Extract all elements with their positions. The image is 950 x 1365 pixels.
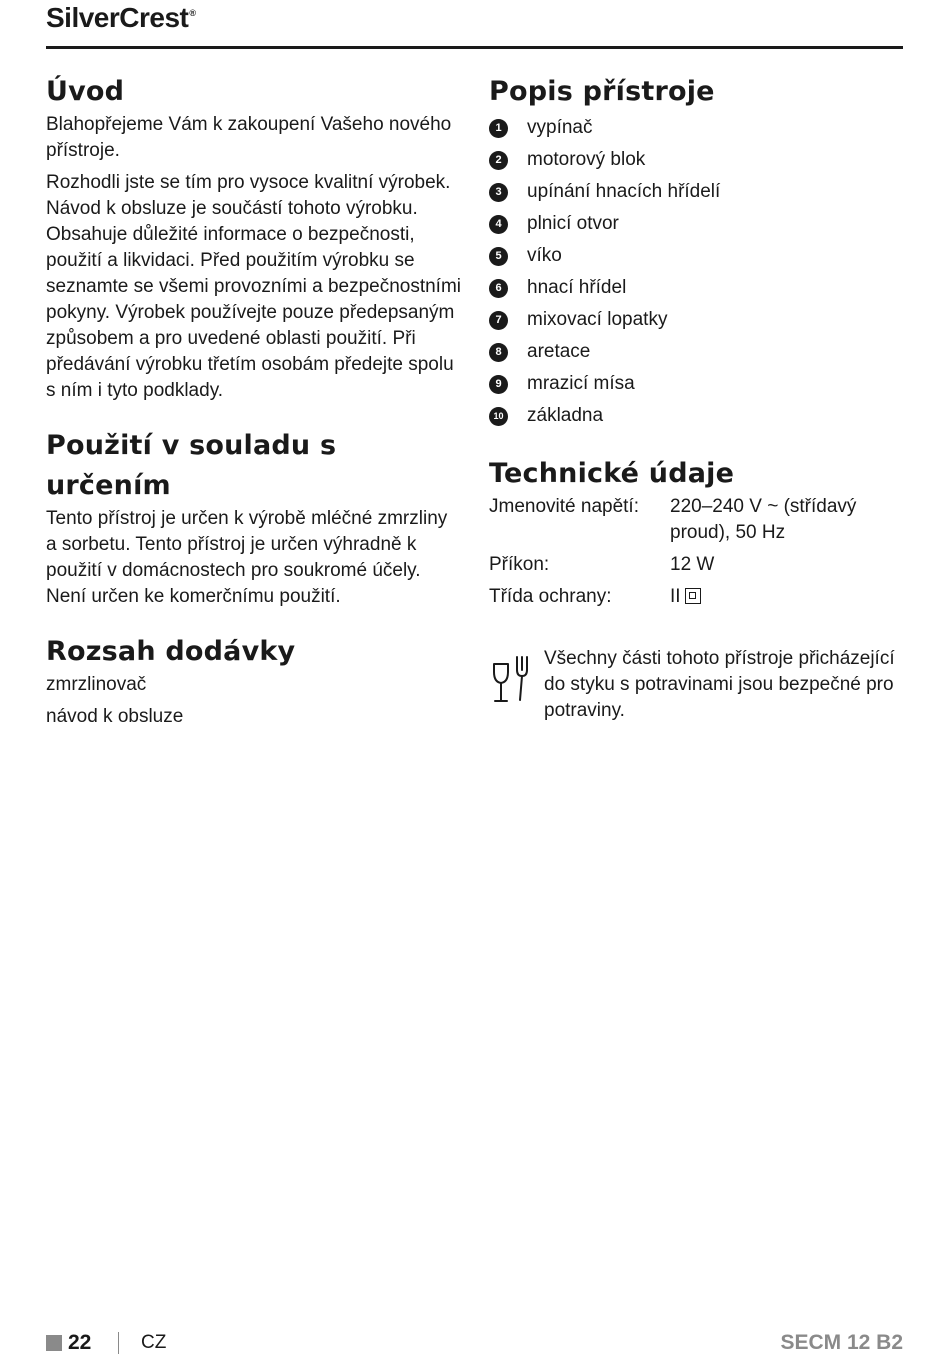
- part-label: víko: [527, 245, 562, 266]
- page-footer: [46, 1330, 903, 1358]
- part-item: [489, 240, 904, 272]
- spec-row-voltage: [489, 494, 904, 546]
- footer-square-icon: [46, 1335, 62, 1351]
- part-number-badge: 7: [489, 311, 508, 330]
- tech-section: [489, 454, 904, 610]
- part-item: [489, 400, 904, 432]
- page-number: 22: [68, 1331, 92, 1354]
- intended-use-title: Použití v souladu s určením: [46, 430, 337, 501]
- right-column: [489, 72, 904, 724]
- part-label: vypínač: [527, 117, 593, 138]
- tech-title: Technické údaje: [489, 458, 735, 489]
- intro-paragraph-2: Rozhodli jste se tím pro vysoce kvalitní výrobek. Návod k obsluze je součástí tohoto výrobku. Obsahuje důležité informace o bezpečnosti, použití a likvidaci. Před použitím výrobku se seznamte se všemi provozními a bezpečnostními pokyny. Výrobek používejte pouze předepsaným způsobem a pro uvedené oblasti použití. Při předávání výrobku třetím osobám předejte spolu s ním i tyto podklady.: [46, 172, 462, 401]
- part-number-badge: 5: [489, 247, 508, 266]
- part-label: upínání hnacích hřídelí: [527, 181, 721, 202]
- part-number-badge: 8: [489, 343, 508, 362]
- parts-title: Popis přístroje: [489, 76, 715, 107]
- part-number-badge: 4: [489, 215, 508, 234]
- part-item: [489, 176, 904, 208]
- part-number-badge: 10: [489, 407, 508, 426]
- brand-name: SilverCrest: [46, 2, 189, 33]
- part-label: plnicí otvor: [527, 213, 619, 234]
- footer-separator: [118, 1332, 119, 1354]
- part-label: hnací hřídel: [527, 277, 627, 298]
- part-label: motorový blok: [527, 149, 646, 170]
- part-item: [489, 368, 904, 400]
- food-safe-glass-fork-icon: [489, 652, 535, 706]
- model-number: SECM 12 B2: [780, 1331, 903, 1354]
- spec-key: Jmenovité napětí:: [489, 496, 639, 517]
- intro-paragraph-1: Blahopřejeme Vám k zakoupení Vašeho nového přístroje.: [46, 114, 452, 161]
- part-number-badge: 2: [489, 151, 508, 170]
- part-item: [489, 272, 904, 304]
- part-number-badge: 9: [489, 375, 508, 394]
- food-safe-text: Všechny části tohoto přístroje přicházející do styku s potravinami jsou bezpečné pro potraviny.: [544, 648, 895, 721]
- protection-class-ii-icon: [685, 588, 701, 604]
- intro-title: Úvod: [46, 76, 125, 107]
- spec-value: 220–240 V ~ (střídavý proud), 50 Hz: [670, 496, 857, 543]
- intended-use-section: [46, 426, 461, 610]
- part-label: aretace: [527, 341, 591, 362]
- spec-key: Třída ochrany:: [489, 586, 612, 607]
- food-safe-notice: [489, 646, 904, 724]
- spec-row-protection-class: [489, 584, 904, 610]
- spec-row-power: [489, 552, 904, 578]
- part-item: [489, 144, 904, 176]
- part-number-badge: 6: [489, 279, 508, 298]
- part-number-badge: 3: [489, 183, 508, 202]
- part-label: mrazicí mísa: [527, 373, 635, 394]
- left-column: [46, 72, 461, 730]
- registered-mark: ®: [189, 8, 196, 18]
- spec-key: Příkon:: [489, 554, 550, 575]
- delivery-item: zmrzlinovač: [46, 674, 147, 695]
- spec-value: II: [670, 586, 681, 607]
- intro-section: [46, 72, 461, 404]
- intended-use-text: Tento přístroj je určen k výrobě mléčné zmrzliny a sorbetu. Tento přístroj je určen výhradně k použití v domácnostech pro soukromé účely. Není určen ke komerčnímu použití.: [46, 508, 448, 607]
- parts-list: [489, 112, 904, 432]
- brand-logo: [46, 2, 196, 34]
- parts-section: [489, 72, 904, 432]
- part-label: základna: [527, 405, 604, 426]
- delivery-item: návod k obsluze: [46, 706, 184, 727]
- part-number-badge: 1: [489, 119, 508, 138]
- language-code: CZ: [141, 1332, 167, 1353]
- spec-value-wrap: [670, 584, 904, 610]
- part-item: [489, 112, 904, 144]
- part-item: [489, 304, 904, 336]
- spec-value: 12 W: [670, 554, 715, 575]
- part-item: [489, 336, 904, 368]
- header-rule: [46, 46, 903, 49]
- part-label: mixovací lopatky: [527, 309, 668, 330]
- delivery-title: Rozsah dodávky: [46, 636, 296, 667]
- part-item: [489, 208, 904, 240]
- delivery-section: [46, 632, 461, 730]
